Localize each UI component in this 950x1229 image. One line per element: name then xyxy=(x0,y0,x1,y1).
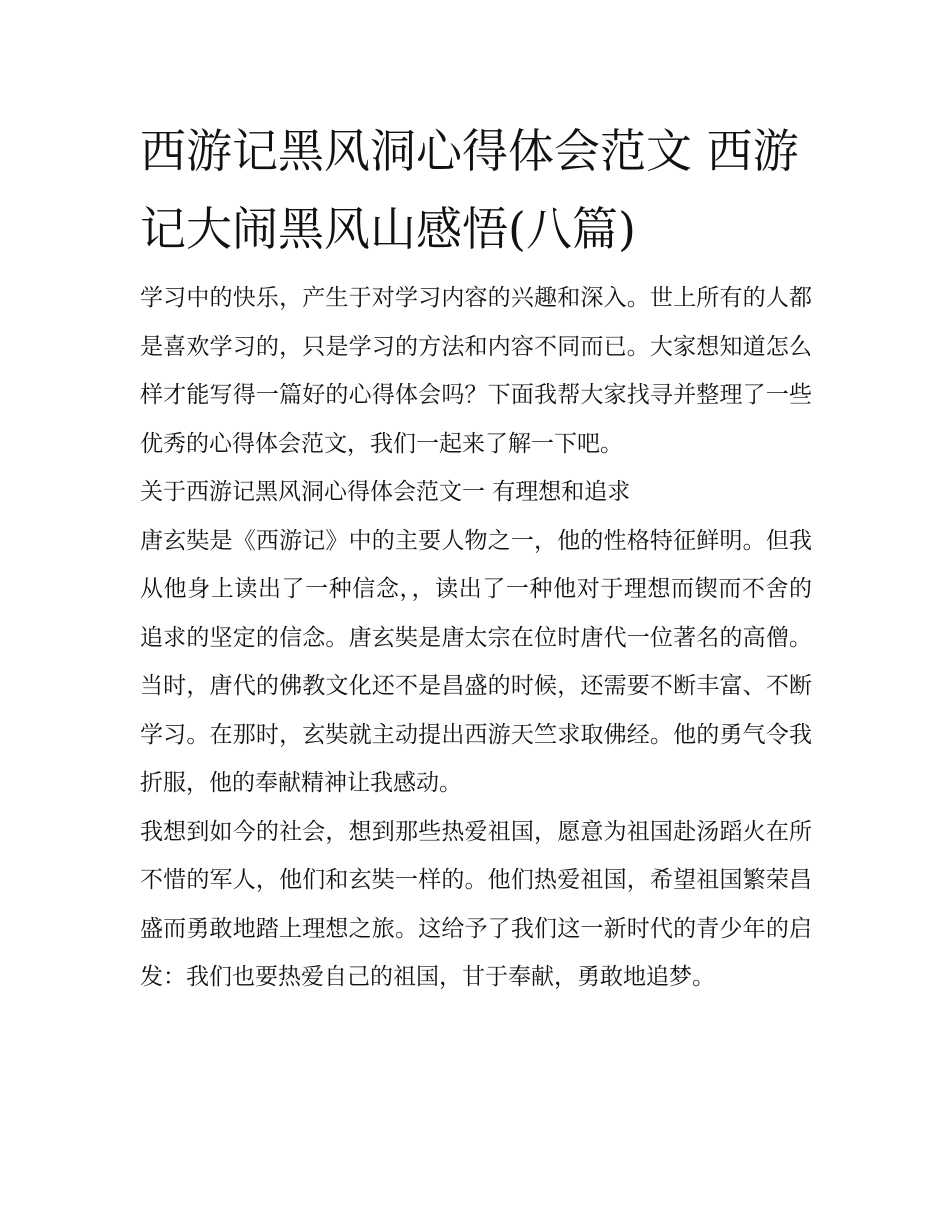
document-title: 西游记黑风洞心得体会范文 西游记大闹黑风山感悟(八篇) xyxy=(140,124,799,256)
intro-paragraph: 学习中的快乐，产生于对学习内容的兴趣和深入。世上所有的人都是喜欢学习的，只是学习的方法和内容不同而已。大家想知道怎么样才能写得一篇好的心得体会吗？下面我帮大家找寻并整理了一些优秀的心得体会范文，我们一起来了解一下吧。 xyxy=(140,285,812,457)
section-heading: 关于西游记黑风洞心得体会范文一 有理想和追求 xyxy=(140,479,631,505)
document-body xyxy=(140,274,812,1002)
body-paragraph-1: 唐玄奘是《西游记》中的主要人物之一，他的性格特征鲜明。但我从他身上读出了一种信念，，读出了一种他对于理想而锲而不舍的追求的坚定的信念。唐玄奘是唐太宗在位时唐代一位著名的高僧。当时，唐代的佛教文化还不是昌盛的时候，还需要不断丰富、不断学习。在那时，玄奘就主动提出西游天竺求取佛经。他的勇气令我折服，他的奉献精神让我感动。 xyxy=(140,527,812,796)
body-paragraph-2: 我想到如今的社会，想到那些热爱祖国，愿意为祖国赴汤蹈火在所不惜的军人，他们和玄奘一样的。他们热爱祖国，希望祖国繁荣昌盛而勇敢地踏上理想之旅。这给予了我们这一新时代的青少年的启发：我们也要热爱自己的祖国，甘于奉献，勇敢地追梦。 xyxy=(140,818,812,990)
document-page xyxy=(140,112,812,1002)
